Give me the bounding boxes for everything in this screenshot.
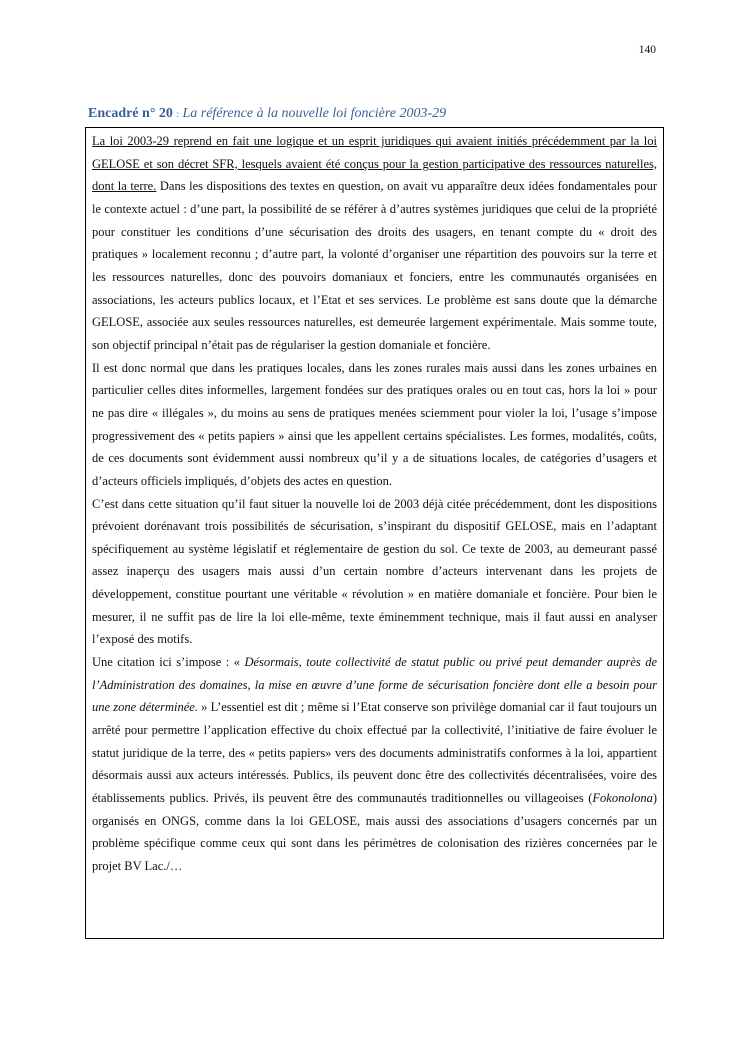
underlined-passage: La loi 2003-29 reprend en fait une logique et un esprit juridiques qui avaient initiés précédemment par la loi GELOSE et son décret SFR, lesquels avaient été conçus pour la gestion participative des ressources naturelles, dont la terre. <box>92 134 657 194</box>
paragraph-1-text: Dans les dispositions des textes en question, on avait vu apparaître deux idées fondamentales pour le contexte actuel : d’une part, la possibilité de se référer à d’autres systèmes juridiques que celui de la propriété pour constituer les conditions d’une sécurisation des droits des usagers, en tenant compte du « droit des pratiques » localement reconnu ; d’autre part, la volonté d’organiser une répartition des pouvoirs sur la terre et les ressources naturelles, donc des pouvoirs domaniaux et fonciers, entre les communautés organisées en associations, les acteurs publics locaux, et l’Etat et ses services. Le problème est sans doute que la démarche GELOSE, associée aux seules ressources naturelles, est demeurée largement expérimentale. Mais somme toute, son objectif principal n’était pas de régulariser la gestion domaniale et foncière. <box>92 179 657 352</box>
page-number: 140 <box>638 44 656 56</box>
paragraph-2: Il est donc normal que dans les pratiques locales, dans les zones rurales mais aussi dans les zones urbaines en particulier celles dites informelles, largement fondées sur des pratiques orales ou en tout cas, hors la loi » pour ne pas dire « illégales », du moins au sens de pratiques menées sciemment pour violer la loi, l’usage s’impose progressivement des « petits papiers » ainsi que les appellent certains spécialistes. Les formes, modalités, coûts, de ces documents sont évidemment aussi nombreux qu’il y a de situations locales, de catégories d’usagers et d’acteurs officiels impliqués, d’objets des actes en question. <box>92 360 657 488</box>
paragraph-4-text: » L’essentiel est dit ; même si l’Etat conserve son privilège domanial car il faut toujours un arrêté pour permettre l’application effective du choix effectué par la collectivité, l’initiative de faire évoluer le statut juridique de la terre, des « petits papiers» vers des documents administratifs conformes à la loi, appartient désormais aussi aux acteurs intéressés. Publics, ils peuvent donc être des collectivités décentralisées, voire des établissements publics. Privés, ils peuvent être des communautés traditionnelles ou villageoises ( <box>92 700 657 806</box>
citation-intro: Une citation ici s’impose : « <box>92 655 245 670</box>
box-label: Encadré n° 20 <box>88 106 173 121</box>
italic-term: Fokonolona <box>592 791 653 806</box>
paragraph-3: C’est dans cette situation qu’il faut situer la nouvelle loi de 2003 déjà citée précédemment, dont les dispositions prévoient dorénavant trois possibilités de sécurisation, s’inspirant du dispositif GELOSE, mais en l’adaptant spécifiquement au système législatif et réglementaire de gestion du sol. Ce texte de 2003, au demeurant passé assez inaperçu des usagers mais aussi d’un certain nombre d’acteurs intervenant dans les projets de développement, constitue pourtant une véritable « révolution » en matière domaniale et foncière. Pour bien le mesurer, il ne suffit pas de lire la loi elle-même, texte éminemment technique, mais il faut aussi en analyser l’exposé des motifs. <box>92 496 657 647</box>
citation-quote: Désormais, toute collectivité de statut public ou privé peut demander auprès de l’Administration des domaines, la mise en œuvre d’une forme de sécurisation foncière dont elle a besoin pour une zone déterminée. <box>92 655 657 715</box>
paragraph-4-ending: ) organisés en ONGS, comme dans la loi GELOSE, mais aussi des associations d’usagers concernés par un problème spécifique comme ceux qui sont dans les périmètres de colonisation des rizières concernées par le projet BV Lac./… <box>92 791 657 873</box>
box-title-separator: : <box>176 109 179 119</box>
paragraph-4 <box>92 651 657 878</box>
paragraph-1 <box>92 130 657 357</box>
boxed-text-frame <box>85 127 664 939</box>
box-title <box>88 106 446 122</box>
box-subtitle: La référence à la nouvelle loi foncière 2003-29 <box>182 106 447 121</box>
